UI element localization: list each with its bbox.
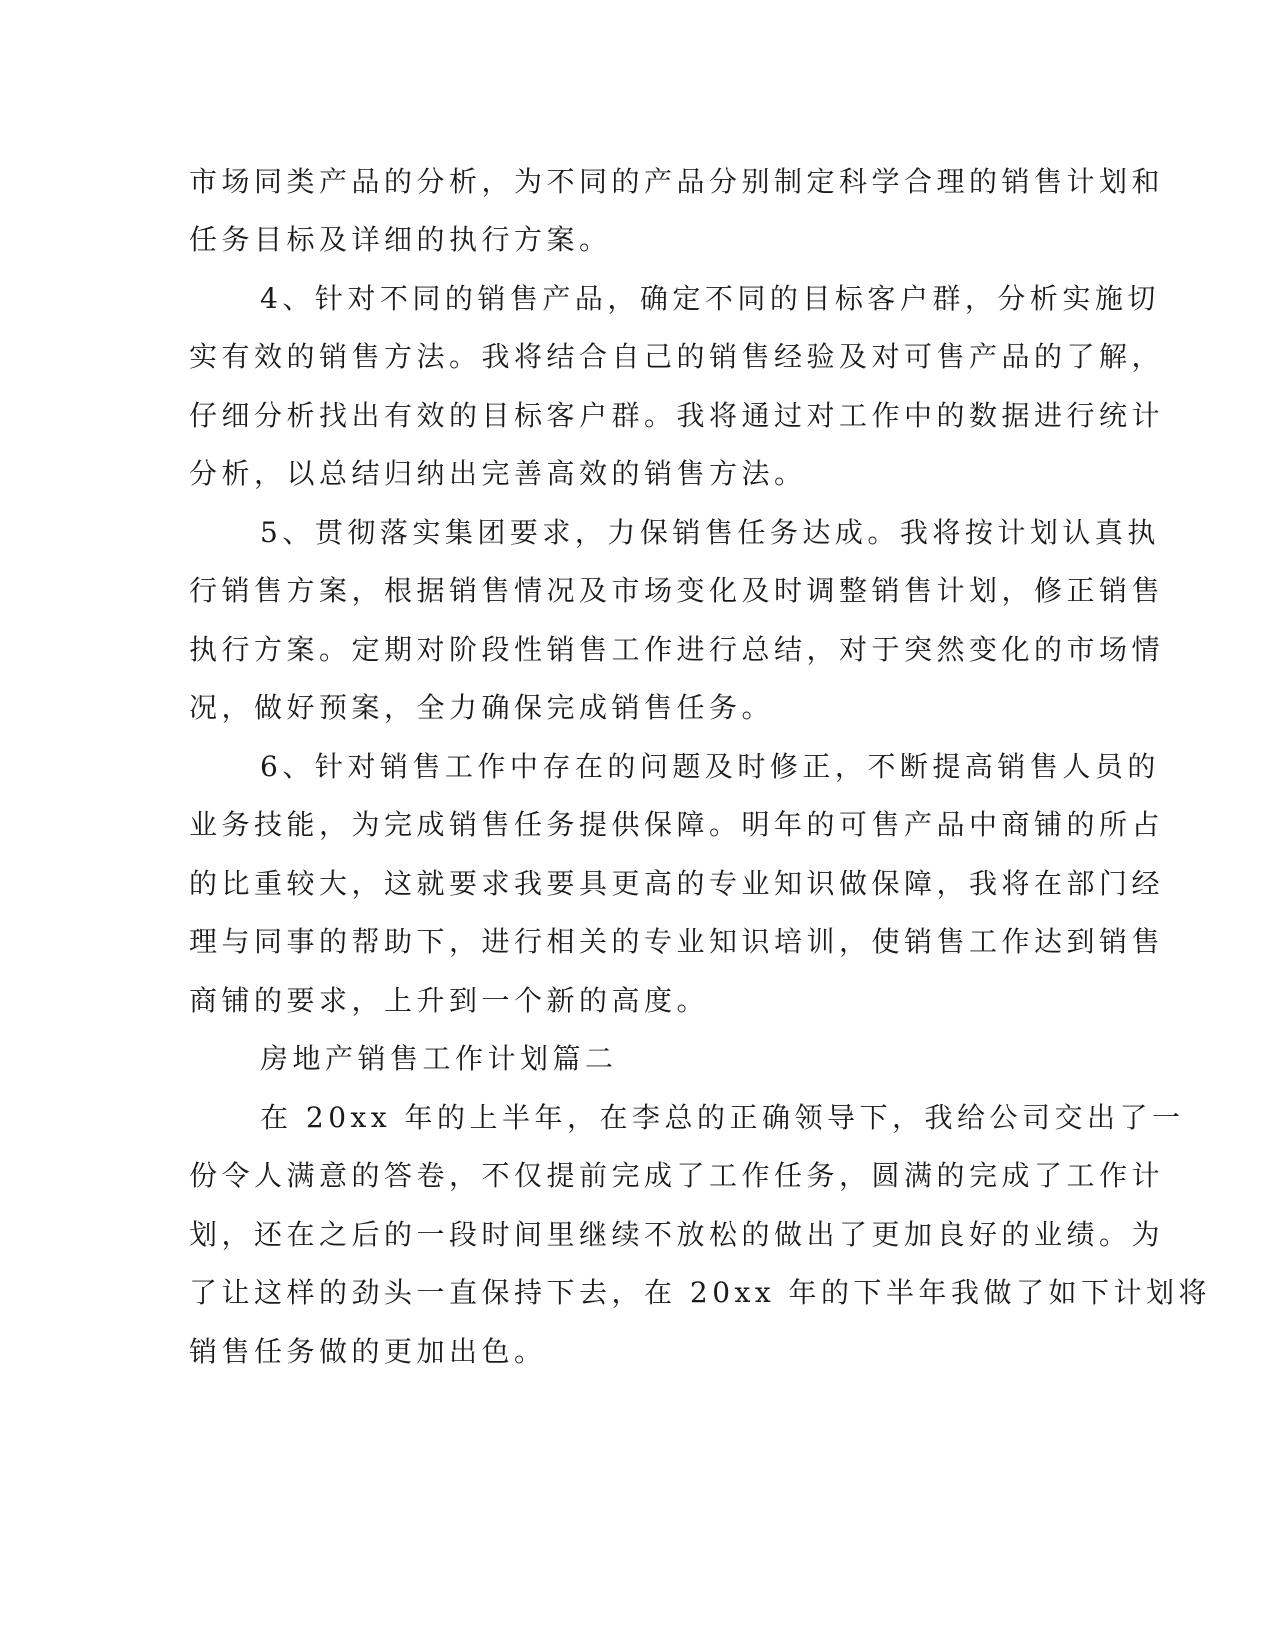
text-line: 6、针对销售工作中存在的问题及时修正，不断提高销售人员的 bbox=[260, 750, 1160, 783]
text-line: 份令人满意的答卷，不仅提前完成了工作任务，圆满的完成了工作计 bbox=[189, 1159, 1165, 1192]
text-line: 行销售方案，根据销售情况及市场变化及时调整销售计划，修正销售 bbox=[189, 574, 1165, 607]
text-line: 执行方案。定期对阶段性销售工作进行总结，对于突然变化的市场情 bbox=[189, 633, 1165, 666]
section-heading: 房地产销售工作计划篇二 bbox=[260, 1042, 618, 1075]
text-line: 仔细分析找出有效的目标客户群。我将通过对工作中的数据进行统计 bbox=[189, 399, 1165, 432]
text-line: 了让这样的劲头一直保持下去，在 20xx 年的下半年我做了如下计划将 bbox=[189, 1276, 1212, 1309]
text-line: 商铺的要求，上升到一个新的高度。 bbox=[189, 984, 710, 1017]
text-line: 的比重较大，这就要求我要具更高的专业知识做保障，我将在部门经 bbox=[189, 867, 1165, 900]
text-line: 划，还在之后的一段时间里继续不放松的做出了更加良好的业绩。为 bbox=[189, 1218, 1165, 1251]
text-line: 市场同类产品的分析，为不同的产品分别制定科学合理的销售计划和 bbox=[189, 165, 1165, 198]
text-line: 4、针对不同的销售产品，确定不同的目标客户群，分析实施切 bbox=[260, 282, 1160, 315]
text-line: 在 20xx 年的上半年，在李总的正确领导下，我给公司交出了一 bbox=[260, 1101, 1185, 1134]
text-line: 分析，以总结归纳出完善高效的销售方法。 bbox=[189, 457, 807, 490]
text-line: 5、贯彻落实集团要求，力保销售任务达成。我将按计划认真执 bbox=[260, 516, 1160, 549]
text-line: 况，做好预案，全力确保完成销售任务。 bbox=[189, 691, 775, 724]
text-line: 业务技能，为完成销售任务提供保障。明年的可售产品中商铺的所占 bbox=[189, 808, 1165, 841]
text-line: 理与同事的帮助下，进行相关的专业知识培训，使销售工作达到销售 bbox=[189, 925, 1165, 958]
text-line: 实有效的销售方法。我将结合自己的销售经验及对可售产品的了解， bbox=[189, 340, 1165, 373]
text-line: 销售任务做的更加出色。 bbox=[189, 1335, 547, 1368]
text-line: 任务目标及详细的执行方案。 bbox=[189, 223, 612, 256]
